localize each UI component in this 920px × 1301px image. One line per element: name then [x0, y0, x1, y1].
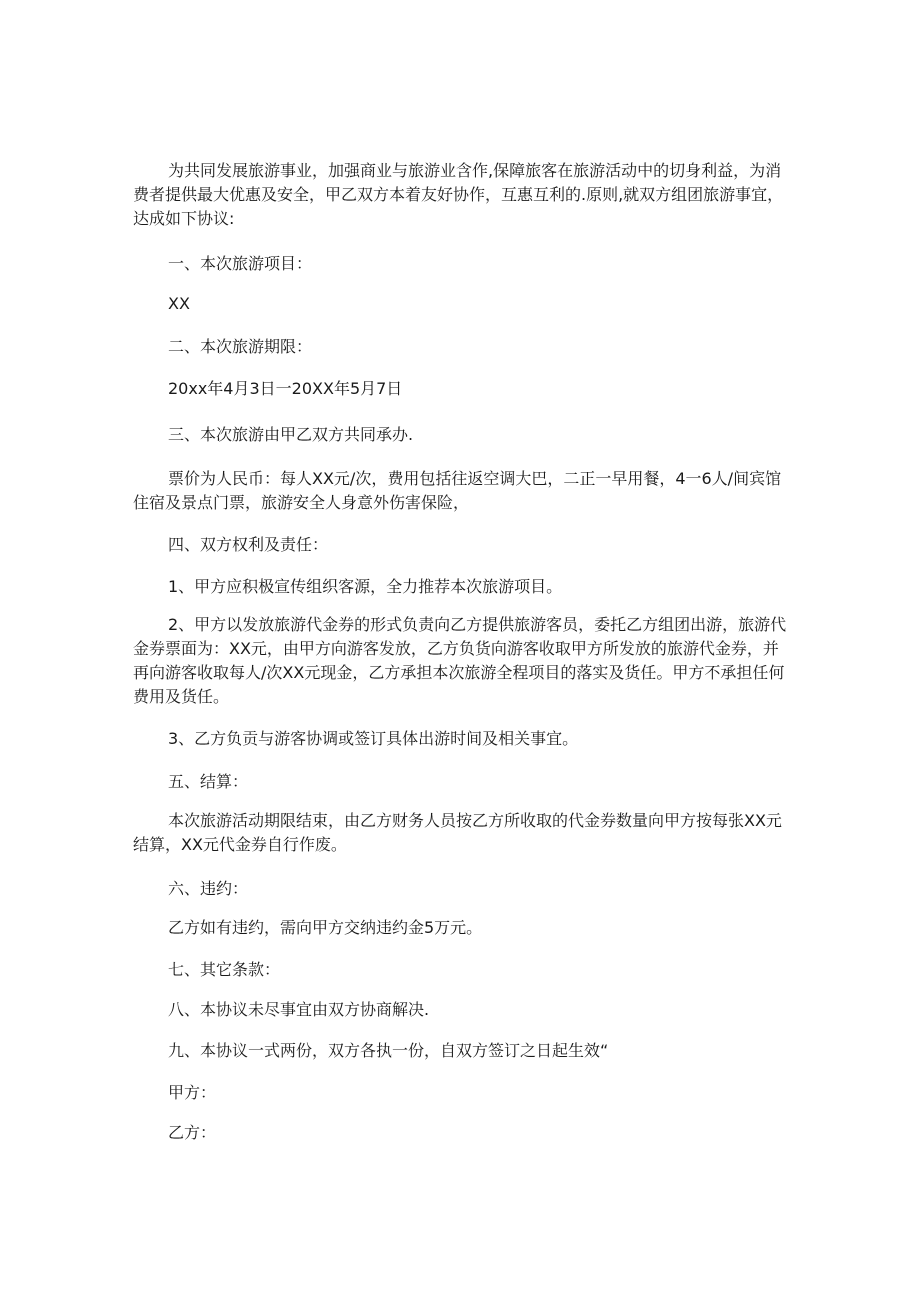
section-8-clause: 八、本协议未尽事宜由双方协商解决. [168, 1000, 430, 1019]
settlement-paragraph: 本次旅游活动期限结束，由乙方财务人员按乙方所收取的代金券数量向甲方按每张XX元结算，XX元代金券自行作废。 [133, 811, 782, 854]
clause-4-1: 1、甲方应积极宣传组织客源，全力推荐本次旅游项目。 [168, 577, 563, 596]
section-6-heading: 六、违约： [168, 879, 249, 898]
section-9-clause: 九、本协议一式两份，双方各执一份，自双方签订之日起生效“ [168, 1041, 609, 1060]
section-4-heading: 四、双方权利及责任： [168, 535, 329, 554]
travel-period: 20xx年4月3日一20XX年5月7日 [168, 379, 403, 398]
section-5-heading: 五、结算： [168, 772, 249, 791]
section-2-heading: 二、本次旅游期限： [168, 337, 313, 356]
section-1-heading: 一、本次旅游项目： [168, 254, 313, 273]
party-b-label: 乙方： [168, 1123, 217, 1142]
breach-paragraph: 乙方如有违约，需向甲方交纳违约金5万元。 [168, 918, 483, 937]
ticket-price-paragraph: 票价为人民币：每人XX元/次，费用包括往返空调大巴，二正一早用餐，4一6人/间宾馆住宿及景点门票，旅游安全人身意外伤害保险， [133, 469, 782, 512]
clause-4-2: 2、甲方以发放旅游代金券的形式负责向乙方提供旅游客员，委托乙方组团出游，旅游代金券票面为：XX元，由甲方向游客发放，乙方负货向游客收取甲方所发放的旅游代金券，并再向游客收取每人/次XX元现金，乙方承担本次旅游全程项目的落实及货任。甲方不承担任何费用及货任。 [133, 615, 787, 706]
section-3-heading: 三、本次旅游由甲乙双方共同承办. [168, 425, 414, 444]
party-a-label: 甲方： [168, 1083, 217, 1102]
intro-paragraph: 为共同发展旅游事业，加强商业与旅游业含作,保障旅客在旅游活动中的切身利益，为消费者提供最大优惠及安全，甲乙双方本着友好协作，互惠互利的.原则,就双方组团旅游事宜，达成如下协议: [133, 161, 784, 228]
project-name: XX [168, 294, 190, 313]
section-7-heading: 七、其它条款： [168, 960, 281, 979]
clause-4-3: 3、乙方负贡与游客协调或签订具体出游时间及相关事宜。 [168, 729, 579, 748]
